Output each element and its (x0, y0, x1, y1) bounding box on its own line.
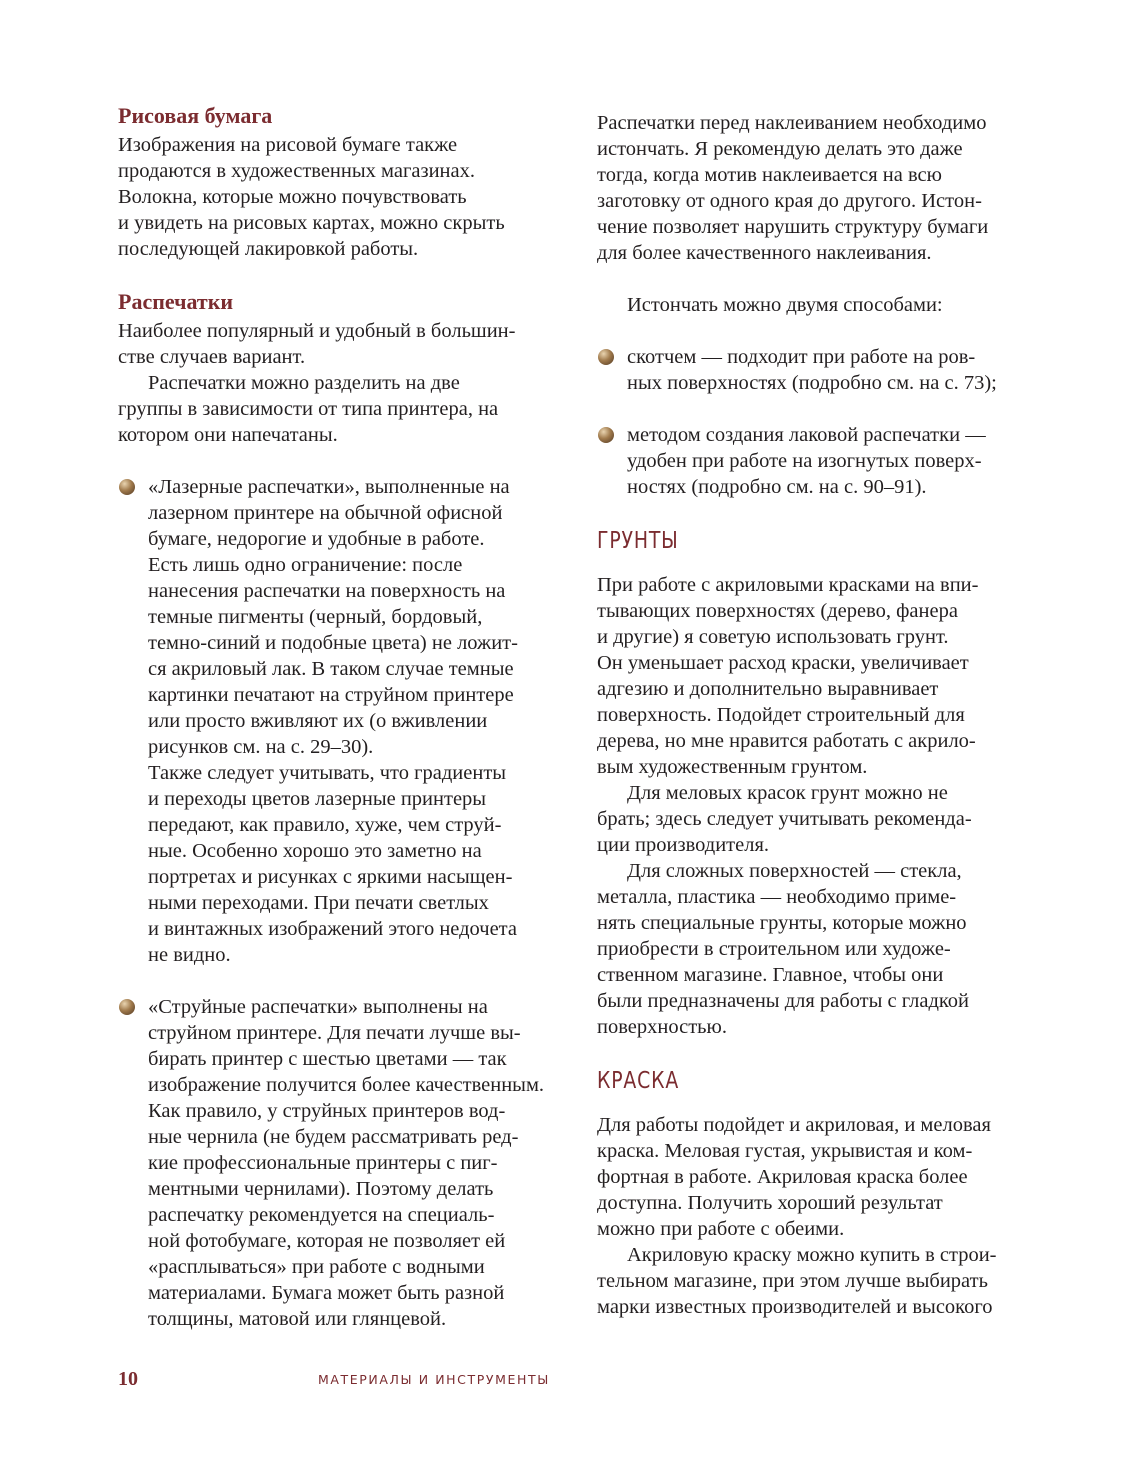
text-line: и другие) я советую использовать грунт. (597, 626, 949, 648)
bullet-icon (598, 427, 614, 443)
text-line: и увидеть на рисовых картах, можно скрыть (118, 212, 505, 234)
text-line: и винтажных изображений этого недочета (148, 918, 517, 940)
paragraph (597, 780, 1047, 806)
text-line: Как правило, у струйных принтеров вод- (148, 1100, 506, 1122)
text-line: методом создания лаковой распечатки — (627, 424, 986, 446)
text-line: Истончать можно двумя способами: (627, 294, 943, 316)
text-line: ся акриловый лак. В таком случае темные (148, 658, 514, 680)
text-line: доступна. Получить хороший результат (597, 1192, 943, 1214)
paragraph (597, 806, 1047, 858)
text-line: ной фотобумаге, которая не позволяет ей (148, 1230, 506, 1252)
text-line: Для меловых красок грунт можно не (627, 782, 948, 804)
paragraph (118, 132, 568, 262)
paragraph (118, 370, 568, 396)
bullet-item (118, 474, 568, 968)
text-line: тельном магазине, при этом лучше выбирать (597, 1270, 988, 1292)
text-line: При работе с акриловыми красками на впи- (597, 574, 979, 596)
section-heading: ГРУНТЫ (597, 528, 679, 554)
text-line: истончать. Я рекомендую делать это даже (597, 138, 963, 160)
bullet-icon (119, 479, 135, 495)
text-line: металла, пластика — необходимо приме- (597, 886, 957, 908)
text-line: приобрести в строительном или художе- (597, 938, 951, 960)
text-line: Распечатки можно разделить на две (148, 372, 460, 394)
text-line: ции производителя. (597, 834, 770, 856)
spacer (597, 1040, 1047, 1066)
paragraph (118, 396, 568, 448)
text-line: «расплываться» при работе с водными (148, 1256, 485, 1278)
paragraph (597, 110, 1047, 266)
text-line: Распечатки перед наклеиванием необходимо (597, 112, 987, 134)
section-heading: КРАСКА (597, 1068, 680, 1094)
text-line: ментными чернилами). Поэтому делать (148, 1178, 494, 1200)
text-line: Волокна, которые можно почувствовать (118, 186, 467, 208)
bullet-item (597, 422, 1047, 500)
bullet-icon (119, 999, 135, 1015)
text-line: материалами. Бумага может быть разной (148, 1282, 505, 1304)
text-line: не видно. (148, 944, 231, 966)
text-line: Для работы подойдет и акриловая, и меловая (597, 1114, 991, 1136)
text-line: вым художественным грунтом. (597, 756, 868, 778)
text-line: краска. Меловая густая, укрывистая и ком- (597, 1140, 973, 1162)
left-column (118, 102, 568, 1332)
text-line: Изображения на рисовой бумаге также (118, 134, 458, 156)
text-line: чение позволяет нарушить структуру бумаги (597, 216, 989, 238)
spacer (597, 396, 1047, 422)
text-line: темно-синий и подобные цвета) не ложит- (148, 632, 518, 654)
paragraph (597, 1112, 1047, 1242)
text-line: марки известных производителей и высокого (597, 1296, 993, 1318)
spacer (597, 500, 1047, 526)
text-line: фортная в работе. Акриловая краска более (597, 1166, 968, 1188)
section-heading: Распечатки (118, 289, 234, 314)
text-line: нять специальные грунты, которые можно (597, 912, 967, 934)
text-line: котором они напечатаны. (118, 424, 338, 446)
text-line: Также следует учитывать, что градиенты (148, 762, 507, 784)
paragraph (597, 884, 1047, 1040)
text-line: Есть лишь одно ограничение: после (148, 554, 463, 576)
text-line: нанесения распечатки на поверхность на (148, 580, 506, 602)
text-line: ностях (подробно см. на с. 90–91). (627, 476, 927, 498)
text-line: лазерном принтере на обычной офисной (148, 502, 503, 524)
section-heading: Рисовая бумага (118, 103, 273, 128)
spacer (118, 968, 568, 994)
spacer (118, 448, 568, 474)
text-line: Наиболее популярный и удобный в большин- (118, 320, 516, 342)
spacer (597, 556, 1047, 572)
text-line: ных поверхностях (подробно см. на с. 73); (627, 372, 997, 394)
text-line: толщины, матовой или глянцевой. (148, 1308, 447, 1330)
text-line: и переходы цветов лазерные принтеры (148, 788, 487, 810)
text-line: тогда, когда мотив наклеивается на всю (597, 164, 942, 186)
text-line: темные пигменты (черный, бордовый, (148, 606, 483, 628)
text-line: дерева, но мне нравится работать с акрило- (597, 730, 976, 752)
text-line: «Струйные распечатки» выполнены на (148, 996, 488, 1018)
text-line: были предназначены для работы с гладкой (597, 990, 970, 1012)
text-line: можно при работе с обеими. (597, 1218, 845, 1240)
text-line: ными переходами. При печати светлых (148, 892, 489, 914)
paragraph (597, 858, 1047, 884)
text-line: бирать принтер с шестью цветами — так (148, 1048, 507, 1070)
spacer (597, 318, 1047, 344)
text-line: струйном принтере. Для печати лучше вы- (148, 1022, 521, 1044)
text-line: поверхностью. (597, 1016, 727, 1038)
bullet-item (597, 344, 1047, 396)
text-line: для более качественного наклеивания. (597, 242, 932, 264)
text-line: тывающих поверхностях (дерево, фанера (597, 600, 958, 622)
text-line: адгезию и дополнительно выравнивает (597, 678, 939, 700)
text-line: бумаге, недорогие и удобные в работе. (148, 528, 485, 550)
text-line: изображение получится более качественным. (148, 1074, 545, 1096)
text-line: скотчем — подходит при работе на ров- (627, 346, 976, 368)
right-column (597, 110, 1047, 1320)
spacer (597, 266, 1047, 292)
text-line: группы в зависимости от типа принтера, на (118, 398, 499, 420)
text-line: поверхность. Подойдет строительный для (597, 704, 965, 726)
text-line: «Лазерные распечатки», выполненные на (148, 476, 510, 498)
text-line: заготовку от одного края до другого. Истон- (597, 190, 982, 212)
text-line: брать; здесь следует учитывать рекоменда- (597, 808, 972, 830)
text-line: продаются в художественных магазинах. (118, 160, 475, 182)
text-line: Акриловую краску можно купить в строи- (627, 1244, 997, 1266)
paragraph (118, 318, 568, 370)
paragraph (597, 572, 1047, 780)
text-line: стве случаев вариант. (118, 346, 306, 368)
text-line: удобен при работе на изогнутых поверх- (627, 450, 982, 472)
text-line: передают, как правило, хуже, чем струй- (148, 814, 502, 836)
text-line: кие профессиональные принтеры с пиг- (148, 1152, 498, 1174)
text-line: Для сложных поверхностей — стекла, (627, 860, 962, 882)
paragraph (597, 1242, 1047, 1268)
text-line: картинки печатают на струйном принтере (148, 684, 514, 706)
spacer (118, 262, 568, 288)
running-section-title: МАТЕРИАЛЫ И ИНСТРУМЕНТЫ (318, 1372, 550, 1387)
bullet-item (118, 994, 568, 1332)
bullet-icon (598, 349, 614, 365)
spacer (597, 1096, 1047, 1112)
text-line: ные. Особенно хорошо это заметно на (148, 840, 482, 862)
text-line: или просто вживляют их (о вживлении (148, 710, 488, 732)
text-line: Он уменьшает расход краски, увеличивает (597, 652, 969, 674)
text-line: последующей лакировкой работы. (118, 238, 419, 260)
paragraph (597, 292, 1047, 318)
text-line: ные чернила (не будем рассматривать ред- (148, 1126, 519, 1148)
page-footer (118, 1368, 550, 1391)
page-number: 10 (118, 1368, 138, 1390)
text-line: распечатку рекомендуется на специаль- (148, 1204, 495, 1226)
text-line: ственном магазине. Главное, чтобы они (597, 964, 944, 986)
paragraph (597, 1268, 1047, 1320)
text-line: рисунков см. на с. 29–30). (148, 736, 374, 758)
text-line: портретах и рисунках с яркими насыщен- (148, 866, 513, 888)
